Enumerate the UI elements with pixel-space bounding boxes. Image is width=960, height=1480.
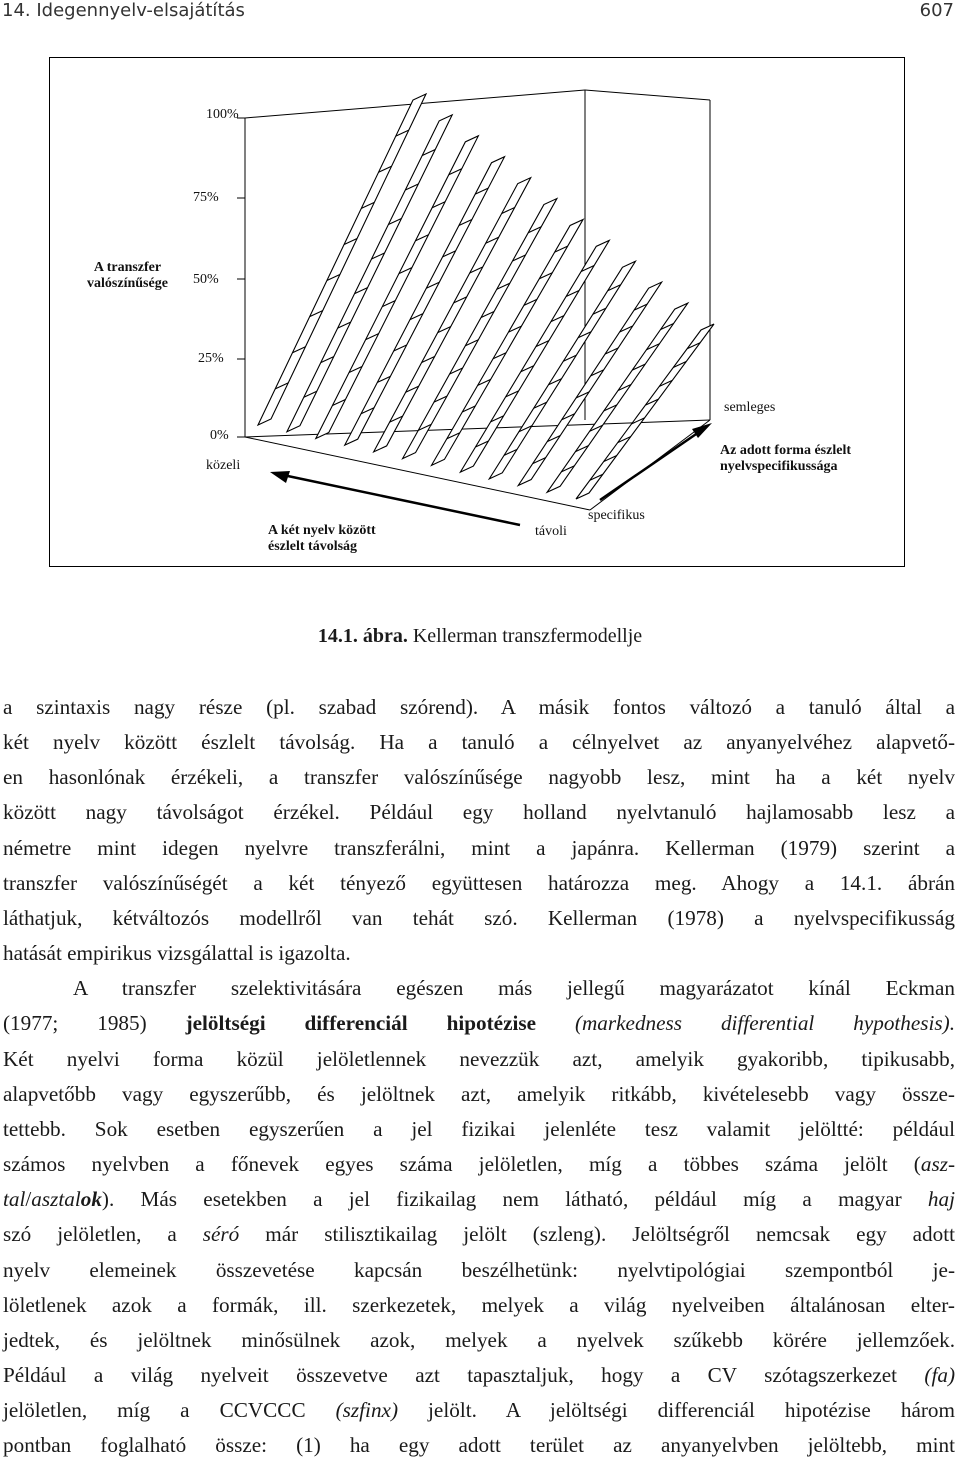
specificity-axis-title <box>720 443 851 475</box>
para2-line <box>3 1006 955 1041</box>
body-text <box>3 690 955 1463</box>
y-tick-25: 25% <box>198 351 224 366</box>
para2-line: löletlenek azok a formák, ill. szerkezetek, melyek a világ nyelveiben általánosan elter- <box>3 1292 955 1317</box>
hypothesis-term: jelöltségi differenciál hipotézise <box>185 1011 537 1036</box>
text-run: jelölt. A jelöltségi differenciál hipotézise három <box>428 1398 955 1423</box>
text-run: / <box>25 1187 32 1212</box>
bar <box>489 261 635 479</box>
chapter-title: 14. Idegennyelv-elsajátítás <box>2 0 245 21</box>
text-run: szó jelöletlen, a <box>3 1222 177 1247</box>
distance-axis-title-line2: észlelt távolság <box>268 539 358 554</box>
para2-line: alapvetőbb vagy egyszerűbb, és jelöltnek azt, amelyik ritkább, kivételesebb vagy össze- <box>3 1081 955 1106</box>
caption-title: Kellerman transzfermodellje <box>412 625 643 647</box>
body-line: németre mint idegen nyelvre transzferálni, mint a japánra. Kellerman (1979) szerint a <box>3 835 955 860</box>
example-word: séró <box>202 1222 240 1247</box>
body-line: láthatjuk, kétváltozós modellről van tehát szó. Kellerman (1978) a nyelvspecifikusság <box>3 905 955 930</box>
bar <box>547 303 688 492</box>
text-run: Például a világ nyelveit összevetve azt tapasztaljuk, hogy a CV szótagszerkezet <box>3 1362 898 1387</box>
example-word: asztal <box>31 1187 81 1212</box>
example-word: asz- <box>920 1152 955 1177</box>
body-line: a szintaxis nagy része (pl. szabad szórend). A másik fontos változó a tanuló által a <box>3 695 955 719</box>
para2-line: Két nyelvi forma közül jelöletlennek nevezzük azt, amelyik gyakoribb, tipikusabb, <box>3 1046 955 1071</box>
example-word: haj <box>927 1187 955 1212</box>
example-word: tal <box>3 1187 26 1212</box>
text-run: jelöletlen, míg a CCVCCC <box>3 1398 306 1423</box>
text-run: ). Más esetekben a jel fizikailag nem látható, például míg a magyar <box>101 1187 902 1212</box>
y-tick-50: 50% <box>193 272 219 287</box>
body-line: hatását empirikus vizsgálattal is igazolta. <box>3 941 351 966</box>
hypothesis-term-english: (markedness differential hypothesis). <box>574 1011 956 1036</box>
body-line: transzfer valószínűségét a két tényező együttesen határozza meg. Ahogy a 14.1. ábrán <box>3 870 955 895</box>
para2-line: A transzfer szelektivitására egészen más jellegű magyarázatot kínál Eckman <box>73 976 955 1001</box>
caption-number: 14.1. ábra. <box>317 625 408 647</box>
distance-near-label: közeli <box>206 458 241 473</box>
bar <box>518 282 661 485</box>
example-suffix: ok <box>80 1187 102 1212</box>
body-line: en hasonlónak érzékeli, a transzfer valószínűsége nagyobb lesz, mint ha a két nyelv <box>3 765 955 790</box>
para2-line <box>3 1217 955 1252</box>
right-wall-top <box>585 90 710 100</box>
y-axis-title-line1: A transzfer <box>93 260 162 275</box>
example-word: (szfinx) <box>335 1398 398 1423</box>
bar <box>287 115 452 432</box>
body-line: között nagy távolságot érzékel. Például egy holland nyelvtanuló hajlamosabb lesz a <box>3 800 955 825</box>
text-run: már stilisztikailag jelölt (szleng). Jelöltségről nemcsak egy adott <box>265 1222 956 1247</box>
distance-axis-title <box>268 523 376 555</box>
bar <box>258 94 426 425</box>
y-tick-75: 75% <box>193 190 219 205</box>
figure-caption <box>0 625 960 648</box>
y-tick-100: 100% <box>206 107 239 122</box>
distance-arrowhead-icon <box>270 471 290 483</box>
specificity-arrow-line <box>600 430 702 500</box>
text-run: számos nyelvben a főnevek egyes száma jelöletlen, míg a többes száma jelölt ( <box>3 1152 921 1177</box>
distance-far-label: távoli <box>535 524 567 539</box>
body-line: két nyelv között észlelt távolság. Ha a tanuló a célnyelvet az anyanyelvéhez alapvető- <box>3 730 955 755</box>
bar <box>316 136 479 439</box>
para2-line: jedtek, és jelöltnek minősülnek azok, melyek a nyelvek szűkebb körére jellemzőek. <box>3 1327 955 1352</box>
distance-arrow-line <box>283 475 520 525</box>
distance-axis-title-line1: A két nyelv között <box>268 523 376 538</box>
specificity-axis-title-line1: Az adott forma észlelt <box>720 443 852 458</box>
y-axis-title <box>55 260 200 292</box>
page-number: 607 <box>919 0 954 21</box>
para2-line <box>3 1358 955 1393</box>
para2-line <box>3 1147 955 1182</box>
specificity-axis-title-line2: nyelvspecifikussága <box>720 459 838 474</box>
para2-line: nyelv elemeinek összevetése kapcsán beszélhetünk: nyelvtipológiai szempontból je- <box>3 1257 955 1282</box>
para2-line: tettebb. Sok esetben egyszerűen a jel fizikai jelenléte tesz valamit jelöltté: például <box>3 1116 955 1141</box>
citation-years: (1977; 1985) <box>3 1011 147 1036</box>
example-word: (fa) <box>924 1362 955 1387</box>
kellerman-3d-diagram <box>0 0 960 600</box>
specificity-neutral-label: semleges <box>724 400 776 415</box>
y-axis-title-line2: valószínűsége <box>87 276 168 291</box>
para2-line: pontban foglalható össze: (1) ha egy adott terület az anyanyelvben jelöltebb, mint <box>3 1433 955 1458</box>
para2-line <box>3 1393 955 1428</box>
bar <box>576 324 714 499</box>
specificity-specific-label: specifikus <box>588 508 645 523</box>
para2-line <box>3 1182 955 1217</box>
y-tick-0: 0% <box>210 428 229 443</box>
